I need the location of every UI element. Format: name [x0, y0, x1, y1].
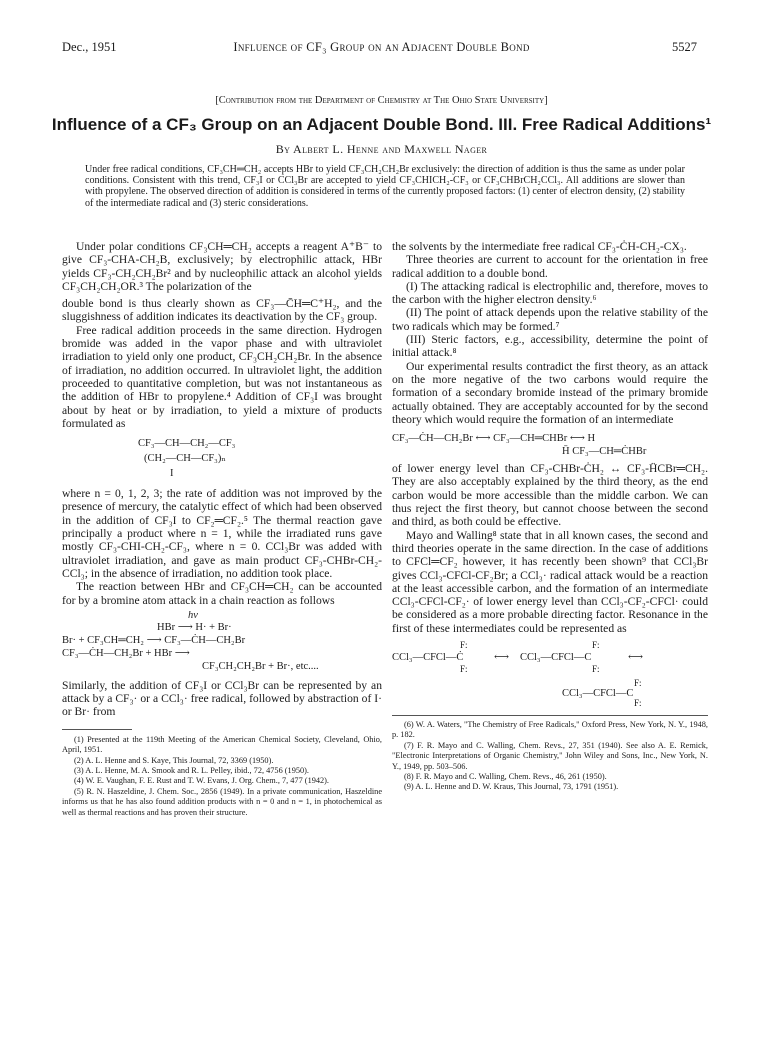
resonance-scheme-1	[392, 426, 708, 462]
resonance-form-b-f1: F:	[592, 640, 600, 651]
resonance-line-2: H̄ CF₃—CH═ĊHBr	[562, 446, 647, 458]
scheme-hv-label: hν	[188, 609, 198, 621]
scheme-step-3: CF₃—ĊH—CH₂Br + HBr ⟶	[62, 647, 190, 659]
formula-cf3i-products	[62, 430, 382, 487]
right-paragraph-1: the solvents by the intermediate free radical CF₃-ĊH-CH₂-CX₃.	[392, 240, 687, 253]
right-paragraph-6: Our experimental results contradict the first theory, as an attack on the more negative of the two carbons would require the formation of a secondary bromide instead of the primary bromide actually obtained. They are acceptably accounted for by the second theory which would require the formation of an intermediate	[392, 359, 708, 426]
left-paragraph-3: where n = 0, 1, 2, 3; the rate of addition was not improved by the presence of mercury, the catalytic effect of which had been observed in the addition of CF₃I to CF₂═CF₂.⁵ The thermal reaction gave principally a product where n = 1, while the irradiated runs gave mostly CF₃-CHI-CH₂-CF₃, where n = 0. CCl₃Br was added with ultraviolet irradiation, and gave as main product CF₃-CHBr-CH₂-CCl₃; in the absence of irradiation, no addition took place.	[62, 487, 382, 580]
resonance-form-a: CCl₃—CFCl—Ċ	[392, 652, 464, 664]
byline: By Albert L. Henne and Maxwell Nager	[275, 142, 488, 156]
resonance-scheme-2	[392, 639, 708, 709]
resonance-form-c-f2: F:	[634, 698, 642, 709]
footnote-3: (3) A. L. Henne, M. A. Smook and R. L. Pelley, ibid., 72, 4756 (1950).	[74, 765, 309, 775]
contribution-line: [Contribution from the Department of Chemistry at The Ohio State University]	[215, 95, 548, 106]
right-column	[392, 240, 708, 793]
right-footnotes	[392, 720, 708, 793]
footnote-2: (2) A. L. Henne and S. Kaye, This Journal, 72, 3369 (1950).	[74, 755, 274, 765]
left-column	[62, 240, 382, 818]
footnote-4: (4) W. E. Vaughan, F. E. Rust and T. W. Evans, J. Org. Chem., 7, 477 (1942).	[74, 776, 329, 786]
formula-line-2: (CH₂—CH—CF₃)ₙ	[144, 453, 226, 465]
footnote-8: (8) F. R. Mayo and C. Walling, Chem. Revs., 46, 261 (1950).	[404, 772, 607, 782]
scheme-step-1: HBr ⟶ H· + Br·	[157, 621, 232, 633]
resonance-form-c-f1: F:	[634, 678, 642, 689]
formula-line-1: CF₃—CH—CH₂—CF₃	[138, 438, 236, 450]
formula-line-3: I	[170, 468, 174, 480]
left-paragraph-4: The reaction between HBr and CF₃CH═CH₂ can be accounted for by a bromine atom attack in a chain reaction as follows	[62, 580, 382, 607]
right-paragraph-5: (III) Steric factors, e.g., accessibility, determine the point of initial attack.⁸	[392, 333, 708, 360]
left-paragraph-1b: double bond is thus clearly shown as CF₃—C̄H═C⁺H₂, and the sluggishness of addition indicates its deactivation by the CF₃ group.	[62, 297, 382, 324]
footnote-9: (9) A. L. Henne and D. W. Kraus, This Journal, 73, 1791 (1951).	[404, 782, 619, 792]
abstract: Under free radical conditions, CF₃CH═CH₂ accepts HBr to yield CF₃CH₂CH₂Br exclusively: the direction of addition is thus the same as under polar conditions. Consistent with this trend, CF₃I or CCl₃Br are accepted to yield CF₃CHICH₂-CF₃ or CF₃CHBrCH₂CCl₃. All additions are slower than with propylene. The observed direction of addition is considered in terms of the currently proposed factors: (1) center of electron density, (2) stability of the intermediate radical and (3) steric considerations.	[85, 164, 685, 209]
footnote-7: (7) F. R. Mayo and C. Walling, Chem. Revs., 27, 351 (1940). See also A. E. Remick, "Electronic Interpretations of Organic Chemistry," John Wiley and Sons, Inc., New York, N. Y., 1949, pp. 503–506.	[392, 740, 708, 771]
footnote-1: (1) Presented at the 119th Meeting of the American Chemical Society, Cleveland, Ohio, April, 1951.	[62, 734, 382, 755]
left-paragraph-2: Free radical addition proceeds in the same direction. Hydrogen bromide was added in the vapor phase and with ultraviolet irradiation to yield only one product, CF₃CH₂CH₂Br. In the absence of irradiation, no addition occurred. In ultraviolet light, the addition proceeded to quantitative completion, but was not instantaneous as the addition of HBr to propylene.⁴ Addition of CF₃I was brought about by heat or by irradiation, to yield a mixture of products formulated as	[62, 323, 382, 430]
resonance-form-b-f2: F:	[592, 664, 600, 675]
right-paragraph-3: (I) The attacking radical is electrophilic and, therefore, moves to the carbon with the higher electron density.⁶	[392, 279, 708, 307]
footnote-divider-right	[392, 715, 708, 716]
footnote-divider	[62, 729, 132, 730]
scheme-step-2: Br· + CF₃CH═CH₂ ⟶ CF₃—ĊH—CH₂Br	[62, 634, 246, 646]
resonance-line-1: CF₃—ĊH—CH₂Br ⟷ CF₃—CH═CHBr ⟷ H	[392, 433, 596, 445]
scheme-step-4: CF₃CH₂CH₂Br + Br·, etc....	[202, 660, 319, 672]
reaction-scheme	[62, 607, 382, 679]
resonance-form-c: CCl₃—CFCl—C	[562, 688, 634, 700]
right-paragraph-4: (II) The point of attack depends upon the relative stability of the two radicals which may be formed.⁷	[392, 306, 708, 333]
header-date: Dec., 1951	[62, 40, 117, 54]
resonance-arrow-1: ⟷	[494, 652, 510, 664]
right-paragraph-7: of lower energy level than CF₃-CHBr-ĊH₂ ↔ CF₃-ḦCBr═CH₂. They are also acceptably explained by the third theory, as the end carbon would be more accessible than the middle carbon. We can thus reject the first theory, but cannot choose between the second and third, as both could be effective.	[392, 462, 708, 529]
resonance-form-a-f1: F:	[460, 640, 468, 651]
right-paragraph-8: Mayo and Walling⁸ state that in all known cases, the second and third theories operate in the same direction. In the case of additions to CFCl═CF₂ however, it has recently been shown⁹ that CCl₃Br gives CCl₃-CFCl-CF₂Br; a CCl₃· radical attack would be a reaction at the least accessible carbon, and the formation of an intermediate CCl₃-CFCl-CF₂· of lower energy level than CCl₃-CF₂-CFCl· could be considered as a more probable directing factor. Resonance in the first of these intermediates could be represented as	[392, 528, 708, 635]
resonance-arrow-2: ⟷	[628, 652, 644, 664]
article-title: Influence of a CF₃ Group on an Adjacent Double Bond. III. Free Radical Additions¹	[51, 115, 712, 134]
left-footnotes	[62, 735, 382, 818]
footnote-6: (6) W. A. Waters, "The Chemistry of Free Radicals," Oxford Press, New York, N. Y., 1948, p. 182.	[392, 720, 708, 740]
running-title: Influence of CF₃ Group on an Adjacent Double Bond	[233, 40, 530, 54]
resonance-form-a-f2: F:	[460, 664, 468, 675]
right-paragraph-2: Three theories are current to account for the orientation in free radical addition to a double bond.	[392, 253, 708, 280]
footnote-5: (5) R. N. Haszeldine, J. Chem. Soc., 2856 (1949). In a private communication, Haszeldine informs us that he has also found addition products with n = 0 and n = 1, in photochemical as well as thermal reactions and has proven their structure.	[62, 786, 382, 817]
left-paragraph-1: Under polar conditions CF₃CH═CH₂ accepts a reagent A⁺B⁻ to give CF₃-CHA-CH₂B, exclusively; by electrophilic attack, HBr yields CF₃-CH₂CH₂Br² and by nucleophilic attack an alcohol yields CF₃CH₂CH₂OR.³ The polarization of the	[62, 240, 382, 293]
resonance-form-b: CCl₃—CFCl—C	[520, 652, 592, 664]
page-number: 5527	[672, 40, 697, 54]
left-paragraph-5: Similarly, the addition of CF₃I or CCl₃Br can be represented by an attack by a CF₃· or a CCl₃· free radical, followed by abstraction of I· or Br· from	[62, 678, 382, 719]
